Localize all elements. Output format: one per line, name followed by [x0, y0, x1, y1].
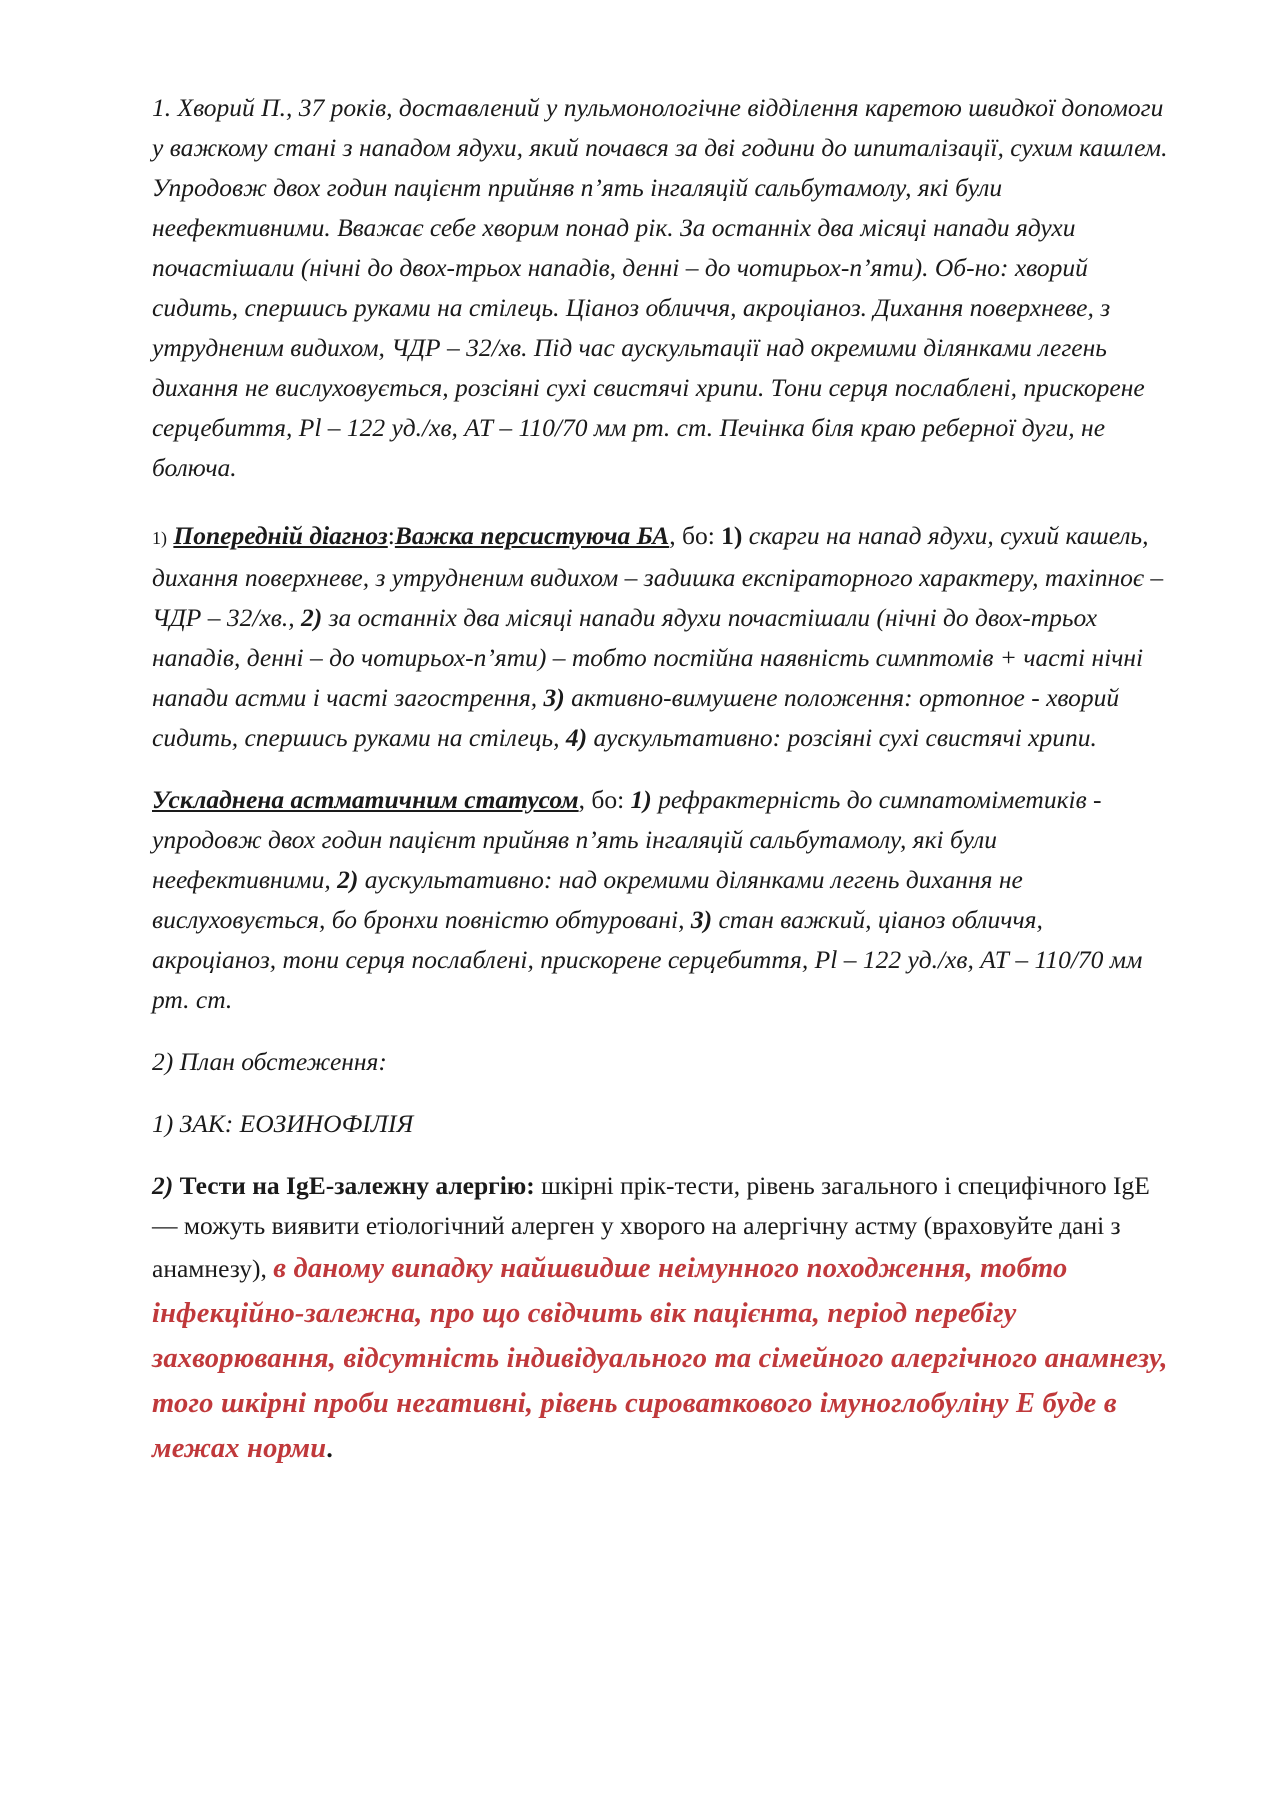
diagnosis-text-4: аускультативно: розсіяні сухі свистячі хрипи.: [587, 723, 1097, 752]
complication-marker-2: 2): [337, 865, 359, 894]
complication-marker-1: 1): [630, 785, 652, 814]
plan-title: 2) План обстеження:: [152, 1047, 387, 1076]
complication-text-3: стан важкий, ціаноз обличчя, акроціаноз, тони серця послаблені, прискорене серцебиття, Pl – 122 уд./хв, АТ – 110/70 мм рт. ст.: [152, 905, 1143, 1014]
clinical-case-text: 1. Хворий П., 37 років, доставлений у пульмонологічне відділення каретою швидкої допомоги у важкому стані з нападом ядухи, який почався за дві години до шпиталізації, сухим кашлем. Упродовж двох годин пацієнт прийняв п’ять інгаляцій сальбутамолу, які були неефективними. Вважає себе хворим понад рік. За останніх два місяці напади ядухи почастішали (нічні до двох-трьох нападів, денні – до чотирьох-п’яти). Об-но: хворий сидить, спершись руками на стілець. Ціаноз обличчя, акроціаноз. Дихання поверхневе, з утрудненим видихом, ЧДР – 32/хв. Під час аускультації над окремими ділянками легень дихання не вислуховується, розсіяні сухі свистячі хрипи. Тони серця послаблені, прискорене серцебиття, Pl – 122 уд./хв, АТ – 110/70 мм рт. ст. Печінка біля краю реберної дуги, не болюча.: [152, 93, 1168, 482]
plan-item-2: [152, 1166, 1170, 1471]
diagnosis-marker-3: 3): [543, 683, 565, 712]
diagnosis-label: Попередній діагноз: [173, 521, 388, 550]
diagnosis-text-3: активно-вимушене положення: ортопное - хворий сидить, спершись руками на стілець,: [152, 683, 1120, 752]
diagnosis-marker-4: 4): [565, 723, 588, 752]
plan-item-2-text: шкірні прік-тести, рівень загального і специфічного IgE — можуть виявити етіологічний алерген у хворого на алергічну астму (враховуйте дані з анамнезу),: [152, 1171, 1150, 1283]
plan-item-1: 1) ЗАК: ЕОЗИНОФІЛІЯ: [152, 1109, 414, 1138]
diagnosis-marker-1: 1): [721, 521, 743, 550]
complication-label: Ускладнена астматичним статусом: [152, 785, 579, 814]
diagnosis-value: Важка персистуюча БА: [394, 521, 670, 550]
diagnosis-text-1: скарги на напад ядухи, сухий кашель, дихання поверхневе, з утрудненим видихом – задишка експіраторного характеру, тахіпноє – ЧДР – 32/хв.,: [152, 521, 1164, 632]
plan-item-2-number: 2): [152, 1171, 180, 1200]
diagnosis-because: , бо:: [669, 521, 722, 550]
plan-item-2-conclusion: в даному випадку найшвидше неімунного походження, тобто інфекційно-залежна, про що свідчить вік пацієнта, період перебігу захворювання, відсутність індивідуального та сімейного алергічного анамнезу, того шкірні проби негативні, рівень сироваткового імуноглобуліну Е буде в межах норми: [152, 1253, 1168, 1464]
complication-marker-3: 3): [690, 905, 713, 934]
diagnosis-colon: :: [387, 521, 395, 550]
complication-text-2: аускультативно: над окремими ділянками легень дихання не вислуховується, бо бронхи повністю обтуровані,: [152, 865, 1023, 934]
complication-paragraph: [152, 780, 1170, 1020]
diagnosis-paragraph: [152, 516, 1170, 758]
diagnosis-marker-2: 2): [300, 603, 323, 632]
plan-item-2-label: Тести на IgE-залежну алергію:: [179, 1171, 535, 1200]
plan-item-2-end: .: [326, 1434, 333, 1463]
complication-because: , бо:: [578, 785, 631, 814]
complication-text-1: рефрактерність до симпатоміметиків - упродовж двох годин пацієнт прийняв п’ять інгаляцій сальбутамолу, які були неефективними,: [152, 785, 1102, 894]
diagnosis-text-2: за останніх два місяці напади ядухи почастішали (нічні до двох-трьох нападів, денні – до чотирьох-п’яти) – тобто постійна наявність симптомів + часті нічні напади астми і часті загострення,: [152, 603, 1144, 712]
diagnosis-number: 1): [152, 528, 167, 548]
